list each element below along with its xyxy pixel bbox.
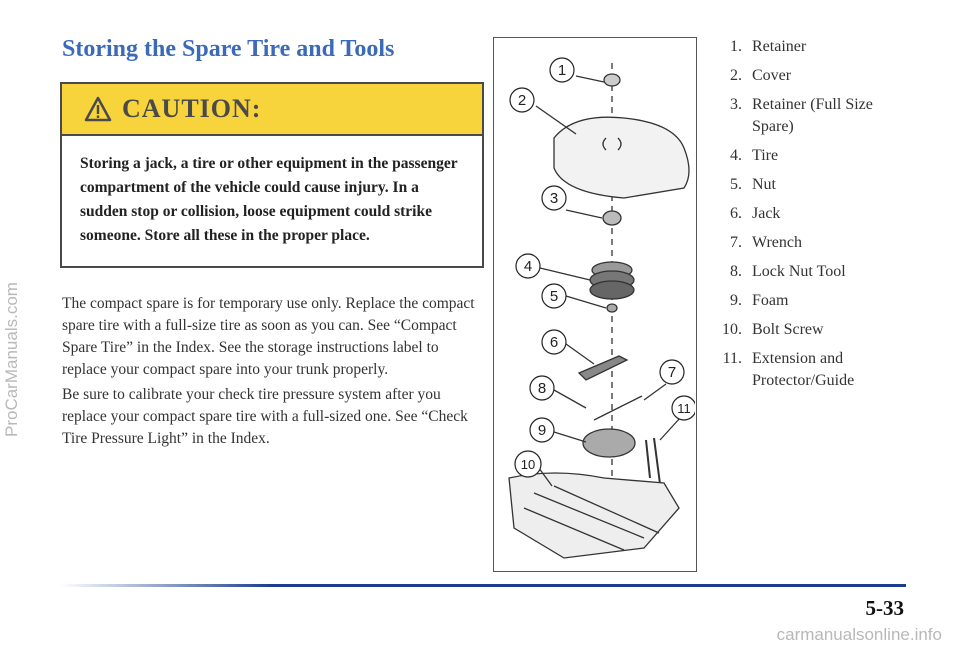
callout-3 xyxy=(542,186,566,210)
parts-legend xyxy=(700,36,912,399)
legend-item: 3. Retainer (Full Size Spare) xyxy=(730,96,873,135)
side-watermark: ProCarManuals.com xyxy=(2,282,21,438)
body-paragraph-compact-spare: The compact spare is for temporary use only. Replace the compact spare tire with a full-size tire as soon as you can. See “Compact Spare Tire” in the Index. See the storage instructions label to replace your compact spare into your trunk properly. xyxy=(62,295,475,378)
legend-item: 5. Nut xyxy=(730,176,776,193)
caution-text: Storing a jack, a tire or other equipment in the passenger compartment of the vehicle could cause injury. In a sudden stop or collision, loose equipment could strike someone. Store all these in the proper place. xyxy=(80,155,458,244)
callout-4 xyxy=(516,254,540,278)
exploded-diagram xyxy=(494,38,695,570)
legend-item: 6. Jack xyxy=(730,205,781,222)
caution-header xyxy=(62,84,482,136)
svg-text:6: 6 xyxy=(549,334,559,351)
svg-text:8: 8 xyxy=(537,380,547,397)
warning-triangle-icon xyxy=(84,96,112,122)
legend-item: 9. Foam xyxy=(730,292,789,309)
svg-text:1: 1 xyxy=(557,62,567,79)
body-paragraph-calibrate: Be sure to calibrate your check tire pressure system after you replace your compact spare tire with a full-sized one. See “Check Tire Pressure Light” in the Index. xyxy=(62,386,468,447)
svg-text:10: 10 xyxy=(520,457,536,472)
callout-6 xyxy=(542,330,566,354)
callout-9 xyxy=(530,418,554,442)
legend-item: 2. Cover xyxy=(730,67,792,84)
svg-text:11: 11 xyxy=(677,401,691,416)
spare-tire-tools-figure xyxy=(493,37,697,572)
caution-title: CAUTION: xyxy=(122,94,262,123)
svg-text:3: 3 xyxy=(549,190,559,207)
callout-8 xyxy=(530,376,554,400)
svg-text:9: 9 xyxy=(537,422,547,439)
svg-text:4: 4 xyxy=(523,258,533,275)
legend-item: 1. Retainer xyxy=(730,38,807,55)
svg-text:7: 7 xyxy=(667,364,677,381)
page-number: 5-33 xyxy=(865,596,904,620)
callout-1 xyxy=(550,58,574,82)
svg-text:5: 5 xyxy=(549,288,559,305)
legend-item: 4. Tire xyxy=(730,147,779,164)
callout-10 xyxy=(515,451,541,477)
footer-rule xyxy=(60,584,906,587)
svg-text:2: 2 xyxy=(517,92,527,109)
section-title: Storing the Spare Tire and Tools xyxy=(62,36,395,62)
legend-item: 10. Bolt Screw xyxy=(722,321,824,338)
callout-7 xyxy=(660,360,684,384)
caution-box xyxy=(60,82,484,268)
legend-item: 11. Extension and Protector/Guide xyxy=(722,350,855,389)
callout-2 xyxy=(510,88,534,112)
bottom-watermark: carmanualsonline.info xyxy=(776,625,942,644)
legend-item: 8. Lock Nut Tool xyxy=(730,263,846,280)
legend-item: 7. Wrench xyxy=(730,234,802,251)
callout-5 xyxy=(542,284,566,308)
callout-11 xyxy=(672,396,695,420)
